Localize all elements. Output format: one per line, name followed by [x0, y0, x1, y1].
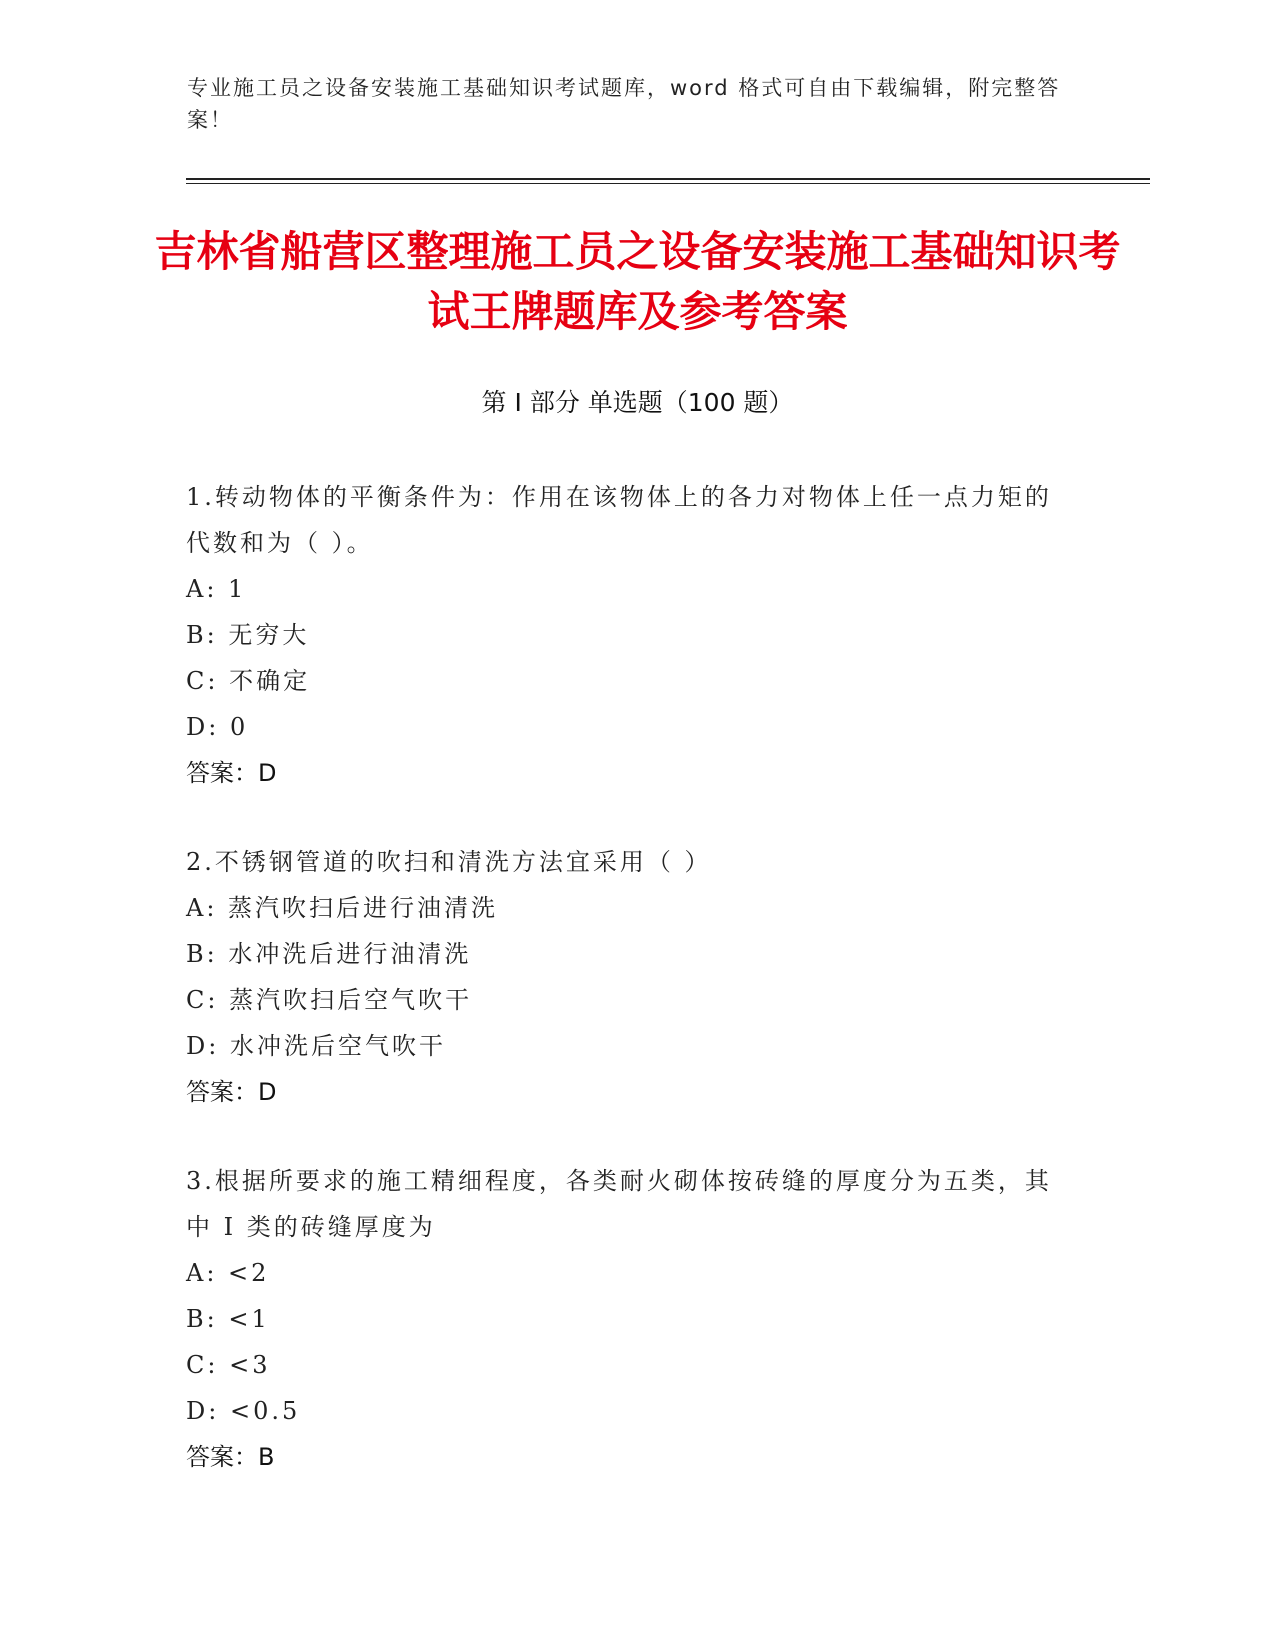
- answer-line: 答案：B: [186, 1443, 275, 1471]
- option-c: C: <3: [186, 1351, 271, 1379]
- header-note: 专业施工员之设备安装施工基础知识考试题库，word 格式可自由下载编辑，附完整答案！: [187, 76, 1061, 132]
- answer-line: 答案：D: [186, 759, 277, 787]
- option-b: B: 无穷大: [186, 621, 310, 649]
- question-1: [186, 474, 1066, 796]
- document-title: 吉林省船营区整理施工员之设备安装施工基础知识考试王牌题库及参考答案: [154, 227, 1121, 336]
- option-b: B: <1: [186, 1305, 270, 1333]
- answer-line: 答案：D: [186, 1078, 277, 1106]
- question-stem: 1.转动物体的平衡条件为：作用在该物体上的各力对物体上任一点力矩的代数和为（ ）。: [186, 483, 1052, 557]
- option-a: A: 1: [186, 575, 247, 603]
- option-a: A: 蒸汽吹扫后进行油清洗: [186, 894, 499, 922]
- option-d: D: 0: [186, 713, 249, 741]
- question-stem: 2.不锈钢管道的吹扫和清洗方法宜采用（ ）: [186, 848, 712, 876]
- question-list: [186, 474, 1066, 1523]
- question-stem: 3.根据所要求的施工精细程度，各类耐火砌体按砖缝的厚度分为五类，其中 I 类的砖缝厚度为: [186, 1167, 1052, 1241]
- section-title: 第 I 部分 单选题（100 题）: [481, 388, 794, 417]
- header-divider-thin: [186, 183, 1150, 184]
- question-2: [186, 839, 1066, 1115]
- option-b: B: 水冲洗后进行油清洗: [186, 940, 472, 968]
- option-c: C: 不确定: [186, 667, 311, 695]
- question-3: [186, 1158, 1066, 1480]
- option-d: D: 水冲洗后空气吹干: [186, 1032, 446, 1060]
- option-c: C: 蒸汽吹扫后空气吹干: [186, 986, 473, 1014]
- option-d: D: <0.5: [186, 1397, 301, 1425]
- header-divider-thick: [186, 178, 1150, 180]
- option-a: A: <2: [186, 1259, 270, 1287]
